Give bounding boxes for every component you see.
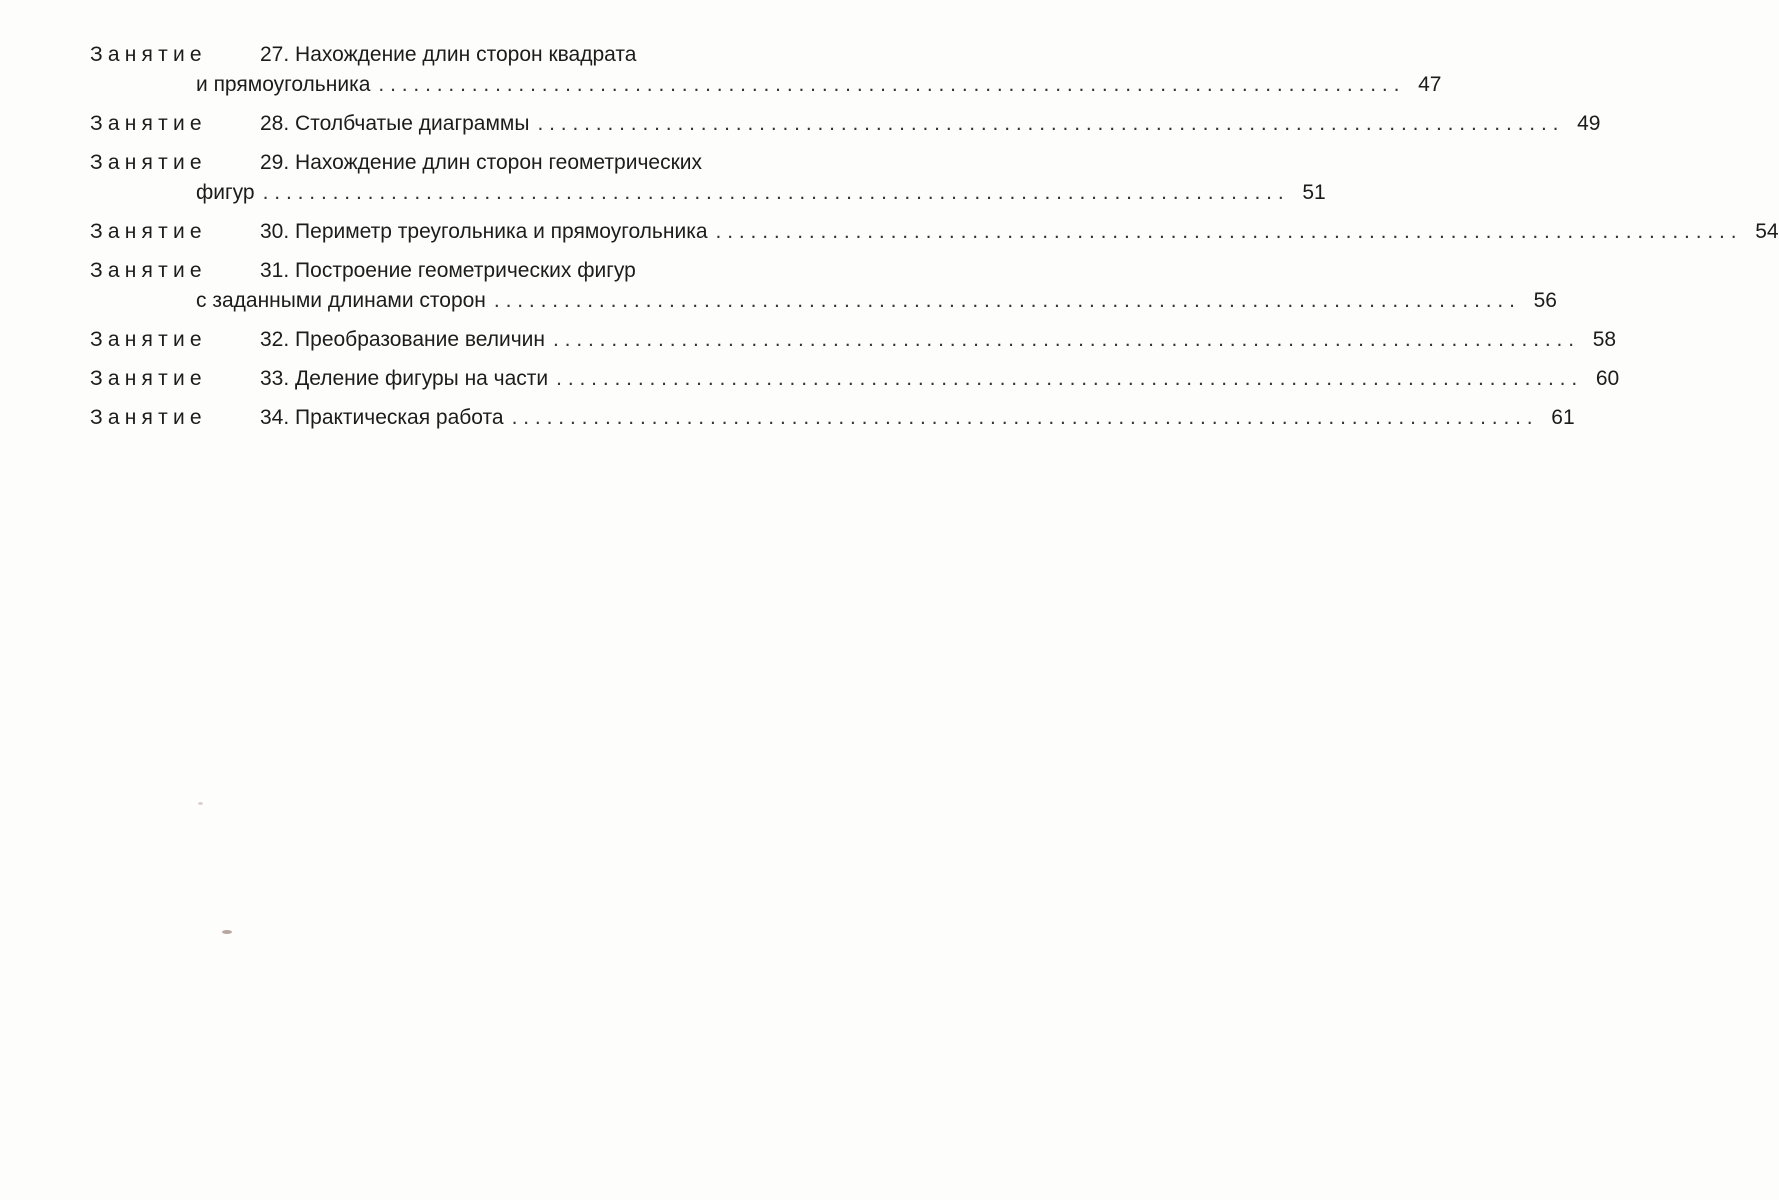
entry-line	[196, 178, 1326, 208]
entry-title-cont: фигур	[196, 181, 255, 204]
entry-title-cont: и прямоугольника	[196, 73, 371, 96]
entry-title: Построение геометрических фигур	[295, 259, 636, 282]
dot-leader	[494, 286, 1515, 316]
entry-line	[260, 325, 1616, 355]
entry-label: Занятие	[90, 112, 207, 135]
page-number: 60	[1595, 367, 1620, 390]
entry-line	[260, 403, 1575, 433]
toc-entry	[90, 217, 1779, 247]
page-number: 58	[1592, 328, 1617, 351]
entry-number: 33.	[260, 367, 290, 390]
table-of-contents	[90, 40, 1779, 442]
dot-leader	[378, 70, 1399, 100]
entry-line	[260, 148, 1326, 178]
toc-entry	[90, 256, 1557, 316]
entry-title: Деление фигуры на части	[295, 367, 549, 390]
dot-leader	[553, 325, 1574, 355]
entry-line	[260, 364, 1619, 394]
entry-title: Столбчатые диаграммы	[295, 112, 530, 135]
entry-number: 31.	[260, 259, 290, 282]
entry-label: Занятие	[90, 406, 207, 429]
toc-entry	[90, 148, 1326, 208]
dot-leader	[537, 109, 1558, 139]
dot-leader	[512, 403, 1533, 433]
page-number: 61	[1551, 406, 1575, 429]
entry-body	[196, 148, 1326, 208]
toc-entry	[90, 403, 1575, 433]
entry-number: 29.	[260, 151, 290, 174]
entry-body	[260, 217, 1779, 247]
entry-title: Нахождение длин сторон геометрических	[295, 151, 702, 174]
page-number: 54	[1755, 220, 1779, 243]
toc-entry	[90, 109, 1601, 139]
entry-title: Нахождение длин сторон квадрата	[295, 43, 637, 66]
entry-body	[260, 364, 1619, 394]
toc-entry	[90, 364, 1620, 394]
page-number: 49	[1577, 112, 1601, 135]
entry-number: 27.	[260, 43, 290, 66]
entry-body	[260, 325, 1616, 355]
entry-title: Практическая работа	[295, 406, 504, 429]
entry-line	[260, 256, 1557, 286]
entry-body	[260, 109, 1600, 139]
toc-entry	[90, 325, 1617, 355]
toc-entry	[90, 40, 1442, 100]
page-number: 56	[1533, 289, 1557, 312]
entry-line	[260, 40, 1441, 70]
page-number: 47	[1418, 73, 1442, 96]
entry-body	[196, 40, 1442, 100]
print-speck	[198, 802, 203, 805]
entry-body	[196, 256, 1557, 316]
entry-title: Периметр треугольника и прямоугольника	[295, 220, 708, 243]
entry-label: Занятие	[90, 151, 207, 174]
entry-label: Занятие	[90, 367, 207, 390]
page-number: 51	[1302, 181, 1326, 204]
entry-line	[196, 286, 1557, 316]
entry-title-cont: с заданными длинами сторон	[196, 289, 486, 312]
entry-label: Занятие	[90, 43, 207, 66]
entry-number: 32.	[260, 328, 290, 351]
dot-leader	[556, 364, 1577, 394]
entry-line	[260, 217, 1779, 247]
print-speck	[222, 930, 232, 934]
entry-line	[260, 109, 1600, 139]
entry-number: 30.	[260, 220, 290, 243]
entry-label: Занятие	[90, 220, 207, 243]
dot-leader	[263, 178, 1284, 208]
entry-label: Занятие	[90, 328, 207, 351]
entry-body	[260, 403, 1575, 433]
entry-number: 28.	[260, 112, 290, 135]
entry-title: Преобразование величин	[295, 328, 545, 351]
entry-line	[196, 70, 1441, 100]
entry-label: Занятие	[90, 259, 207, 282]
entry-number: 34.	[260, 406, 290, 429]
dot-leader	[716, 217, 1737, 247]
